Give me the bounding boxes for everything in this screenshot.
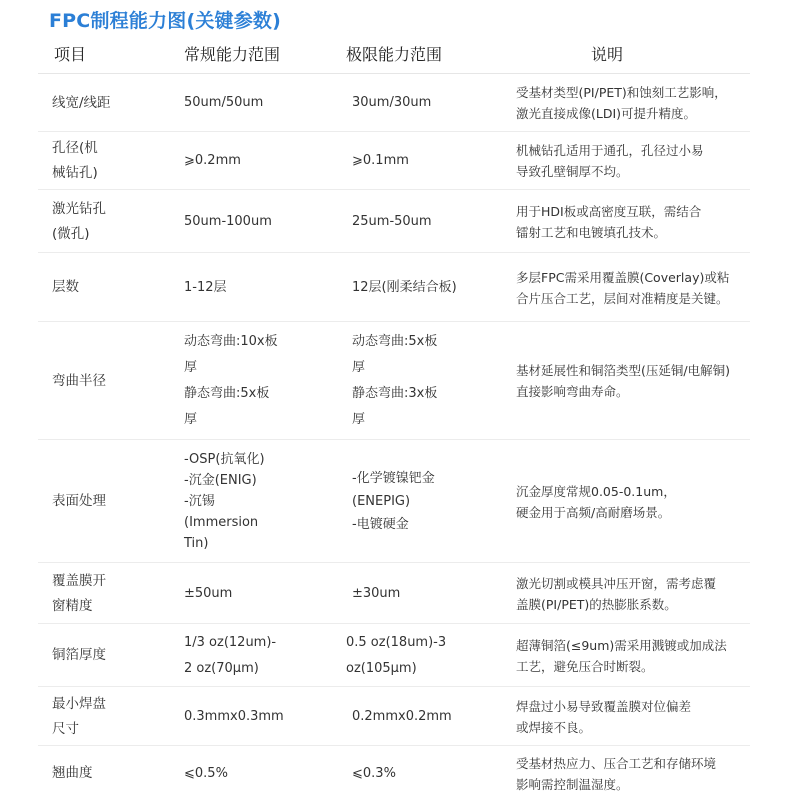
- table-row: [38, 191, 750, 253]
- table-row: [38, 625, 750, 687]
- row-item: 铜箔厚度: [52, 647, 106, 663]
- row-limit: ⩾0.1mm: [352, 153, 409, 168]
- row-normal: 动态弯曲:10x板 厚 静态弯曲:5x板 厚: [184, 334, 278, 427]
- row-normal: 1-12层: [184, 279, 227, 295]
- row-note: 用于HDI板或高密度互联，需结合 镭射工艺和电镀填孔技术。: [516, 203, 702, 240]
- row-limit: 动态弯曲:5x板 厚 静态弯曲:3x板 厚: [352, 334, 438, 427]
- row-item: 覆盖膜开 窗精度: [52, 572, 106, 614]
- page-title: FPC制程能力图(关键参数): [49, 10, 282, 32]
- table-row: [38, 747, 750, 800]
- row-normal: 50um/50um: [184, 95, 264, 110]
- row-limit: 0.2mmx0.2mm: [352, 708, 452, 724]
- table-row: [38, 254, 750, 322]
- row-limit: ±30um: [352, 585, 401, 601]
- header-limit-range: 极限能力范围: [346, 45, 443, 64]
- row-item: 最小焊盘 尺寸: [52, 695, 106, 737]
- row-limit: 30um/30um: [352, 95, 432, 110]
- row-limit: 0.5 oz(18um)-3 oz(105μm): [346, 634, 447, 676]
- header-note: 说明: [591, 45, 624, 64]
- row-item: 弯曲半径: [52, 372, 106, 389]
- row-normal: ±50um: [184, 585, 233, 601]
- row-normal: -OSP(抗氧化) -沉金(ENIG) -沉锡 (Immersion Tin): [184, 452, 265, 551]
- row-item: 线宽/线距: [52, 94, 111, 111]
- row-note: 焊盘过小易导致覆盖膜对位偏差 或焊接不良。: [516, 698, 692, 735]
- row-note: 多层FPC需采用覆盖膜(Coverlay)或粘 合片压合工艺，层间对准精度是关键。: [516, 269, 730, 306]
- row-limit: -化学镀镍钯金 (ENEPIG) -电镀硬金: [352, 471, 435, 532]
- row-item: 层数: [52, 279, 79, 295]
- header-item: 项目: [54, 45, 87, 64]
- row-note: 激光切割或模具冲压开窗，需考虑覆 盖膜(PI/PET)的热膨胀系数。: [516, 575, 717, 612]
- row-note: 机械钻孔适用于通孔，孔径过小易 导致孔壁铜厚不均。: [516, 143, 704, 179]
- row-note: 基材延展性和铜箔类型(压延铜/电解铜) 直接影响弯曲寿命。: [516, 363, 730, 399]
- table-row: [38, 75, 750, 132]
- table-header: [38, 36, 750, 74]
- row-limit: ⩽0.3%: [352, 765, 396, 781]
- row-note: 沉金厚度常规0.05-0.1um， 硬金用于高频/高耐磨场景。: [516, 483, 676, 520]
- row-note: 超薄铜箔(≤9um)需采用溅镀或加成法 工艺，避免压合时断裂。: [516, 637, 727, 674]
- row-normal: 50um-100um: [184, 213, 272, 229]
- row-normal: 1/3 oz(12um)- 2 oz(70μm): [184, 634, 277, 676]
- row-limit: 25um-50um: [352, 213, 432, 229]
- table-row: [38, 564, 750, 624]
- row-limit: 12层(刚柔结合板): [352, 279, 457, 295]
- row-item: 孔径(机 械钻孔): [52, 140, 98, 181]
- row-normal: ⩽0.5%: [184, 765, 228, 781]
- row-normal: ⩾0.2mm: [184, 153, 241, 168]
- table-row: [38, 133, 750, 190]
- row-note: 受基材类型(PI/PET)和蚀刻工艺影响， 激光直接成像(LDI)可提升精度。: [516, 85, 727, 121]
- header-normal-range: 常规能力范围: [184, 45, 281, 64]
- row-item: 激光钻孔 (微孔): [52, 200, 106, 242]
- row-note: 受基材热应力、压合工艺和存储环境 影响需控制温湿度。: [516, 755, 717, 792]
- row-item: 翘曲度: [52, 765, 93, 781]
- row-item: 表面处理: [52, 493, 106, 509]
- table-row: [38, 441, 750, 563]
- table-row: [38, 688, 750, 746]
- table-row: [38, 323, 750, 440]
- row-normal: 0.3mmx0.3mm: [184, 708, 284, 724]
